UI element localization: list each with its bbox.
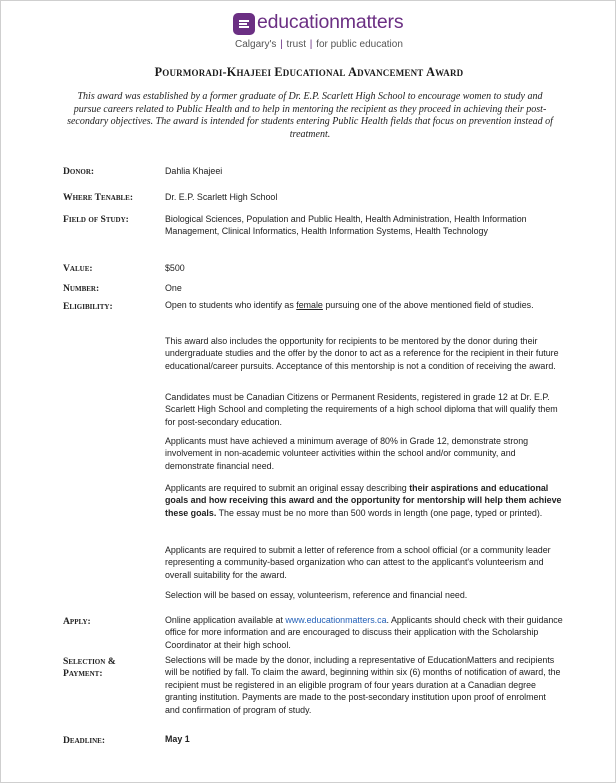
deadline-value: May 1 [165, 734, 190, 744]
apply-label: Apply: [63, 616, 91, 627]
selection-payment-label [63, 656, 116, 680]
apply-value: Online application available at www.educationmatters.ca. Applicants should check with their guidance office for more information and are encouraged to discuss their application with the Scholarship Coordinator at their high school. [165, 615, 563, 650]
field-of-study-value: Biological Sciences, Population and Public Health, Health Administration, Health Information Management, Clinical Informatics, Health Information Systems, Health Technology [165, 214, 527, 237]
logo-tagline [235, 39, 403, 50]
education-matters-link[interactable]: www.educationmatters.ca [285, 615, 387, 625]
education-matters-logo-icon [233, 13, 255, 35]
field-of-study-label: Field of Study: [63, 214, 129, 225]
donor-value: Dahlia Khajeei [165, 166, 223, 176]
award-amount: $500 [165, 263, 185, 273]
tagline-part-2: trust [286, 39, 306, 50]
value-label: Value: [63, 263, 93, 274]
eligibility-label: Eligibility: [63, 301, 113, 312]
where-tenable-label: Where Tenable: [63, 192, 134, 203]
number-label: Number: [63, 283, 100, 294]
selection-label-line-2: Payment: [63, 668, 103, 679]
logo-wordmark: educationmatters [257, 11, 404, 33]
award-title: Pourmoradi-Khajeei Educational Advancement Award [154, 65, 464, 79]
eligibility-paragraph: Candidates must be Canadian Citizens or Permanent Residents, registered in grade 12 at Dr. E.P. Scarlett High School and completing the requirements of a high school diploma that will qualify them for post-secondary education. [165, 392, 558, 427]
eligibility-paragraph: Applicants are required to submit an original essay describing their aspirations and educational goals and how receiving this award and the opportunity for mentorship will help them achieve these goals. The essay must be no more than 500 words in length (one page, typed or printed). [165, 483, 562, 518]
tagline-part-1: Calgary's [235, 39, 277, 50]
educationmatters-logo [233, 11, 423, 59]
essay-requirement-bold: their aspirations and educational goals and how receiving this award and the opportunity for mentorship will help them achieve these goals. [165, 483, 562, 518]
eligibility-gender-underlined: female [296, 300, 323, 310]
award-number: One [165, 283, 182, 293]
tagline-separator: | [280, 39, 283, 50]
tagline-part-3: for public education [316, 39, 403, 50]
eligibility-paragraph: This award also includes the opportunity for recipients to be mentored by the donor during their undergraduate studies and the offer by the donor to act as a reference for the recipient in their future educational/career pursuits. Acceptance of this mentorship is not a condition of receiving the award. [165, 336, 559, 371]
eligibility-paragraph: Applicants are required to submit a letter of reference from a school official (or a community leader representing a community-based organization who can attest to the applicant's volunteerism and overall suitability for the award. [165, 545, 551, 580]
eligibility-paragraph: Open to students who identify as female pursuing one of the above mentioned field of studies. [165, 300, 534, 310]
eligibility-paragraph: Applicants must have achieved a minimum average of 80% in Grade 12, demonstrate strong involvement in non-academic volunteer activities within the school and/or community, and demonstrate financial need. [165, 436, 529, 471]
where-tenable-value: Dr. E.P. Scarlett High School [165, 192, 278, 202]
selection-payment-value: Selections will be made by the donor, including a representative of EducationMatters and recipients will be notified by fall. To claim the award, beginning within six (6) months of notification of award, the recipient must be registered in an eligible program of four years duration at a Canadian degree granting institution. Payments are made to the post-secondary institution upon proof of enrolment and confirmation of program of study. [165, 655, 561, 715]
tagline-separator: | [309, 39, 313, 50]
award-intro: This award was established by a former graduate of Dr. E.P. Scarlett High School to encourage women to study and pursue careers related to Public Health and to help in mentoring the recipient as they proceed in achieving their post-secondary objectives. The award is intended for students entering Public Health fields that focus on prevention instead of treatment. [67, 91, 553, 140]
deadline-label: Deadline: [63, 735, 106, 746]
eligibility-paragraph: Selection will be based on essay, volunteerism, reference and financial need. [165, 590, 468, 600]
selection-label-line-1: Selection & [63, 656, 116, 667]
donor-label: Donor: [63, 166, 95, 177]
